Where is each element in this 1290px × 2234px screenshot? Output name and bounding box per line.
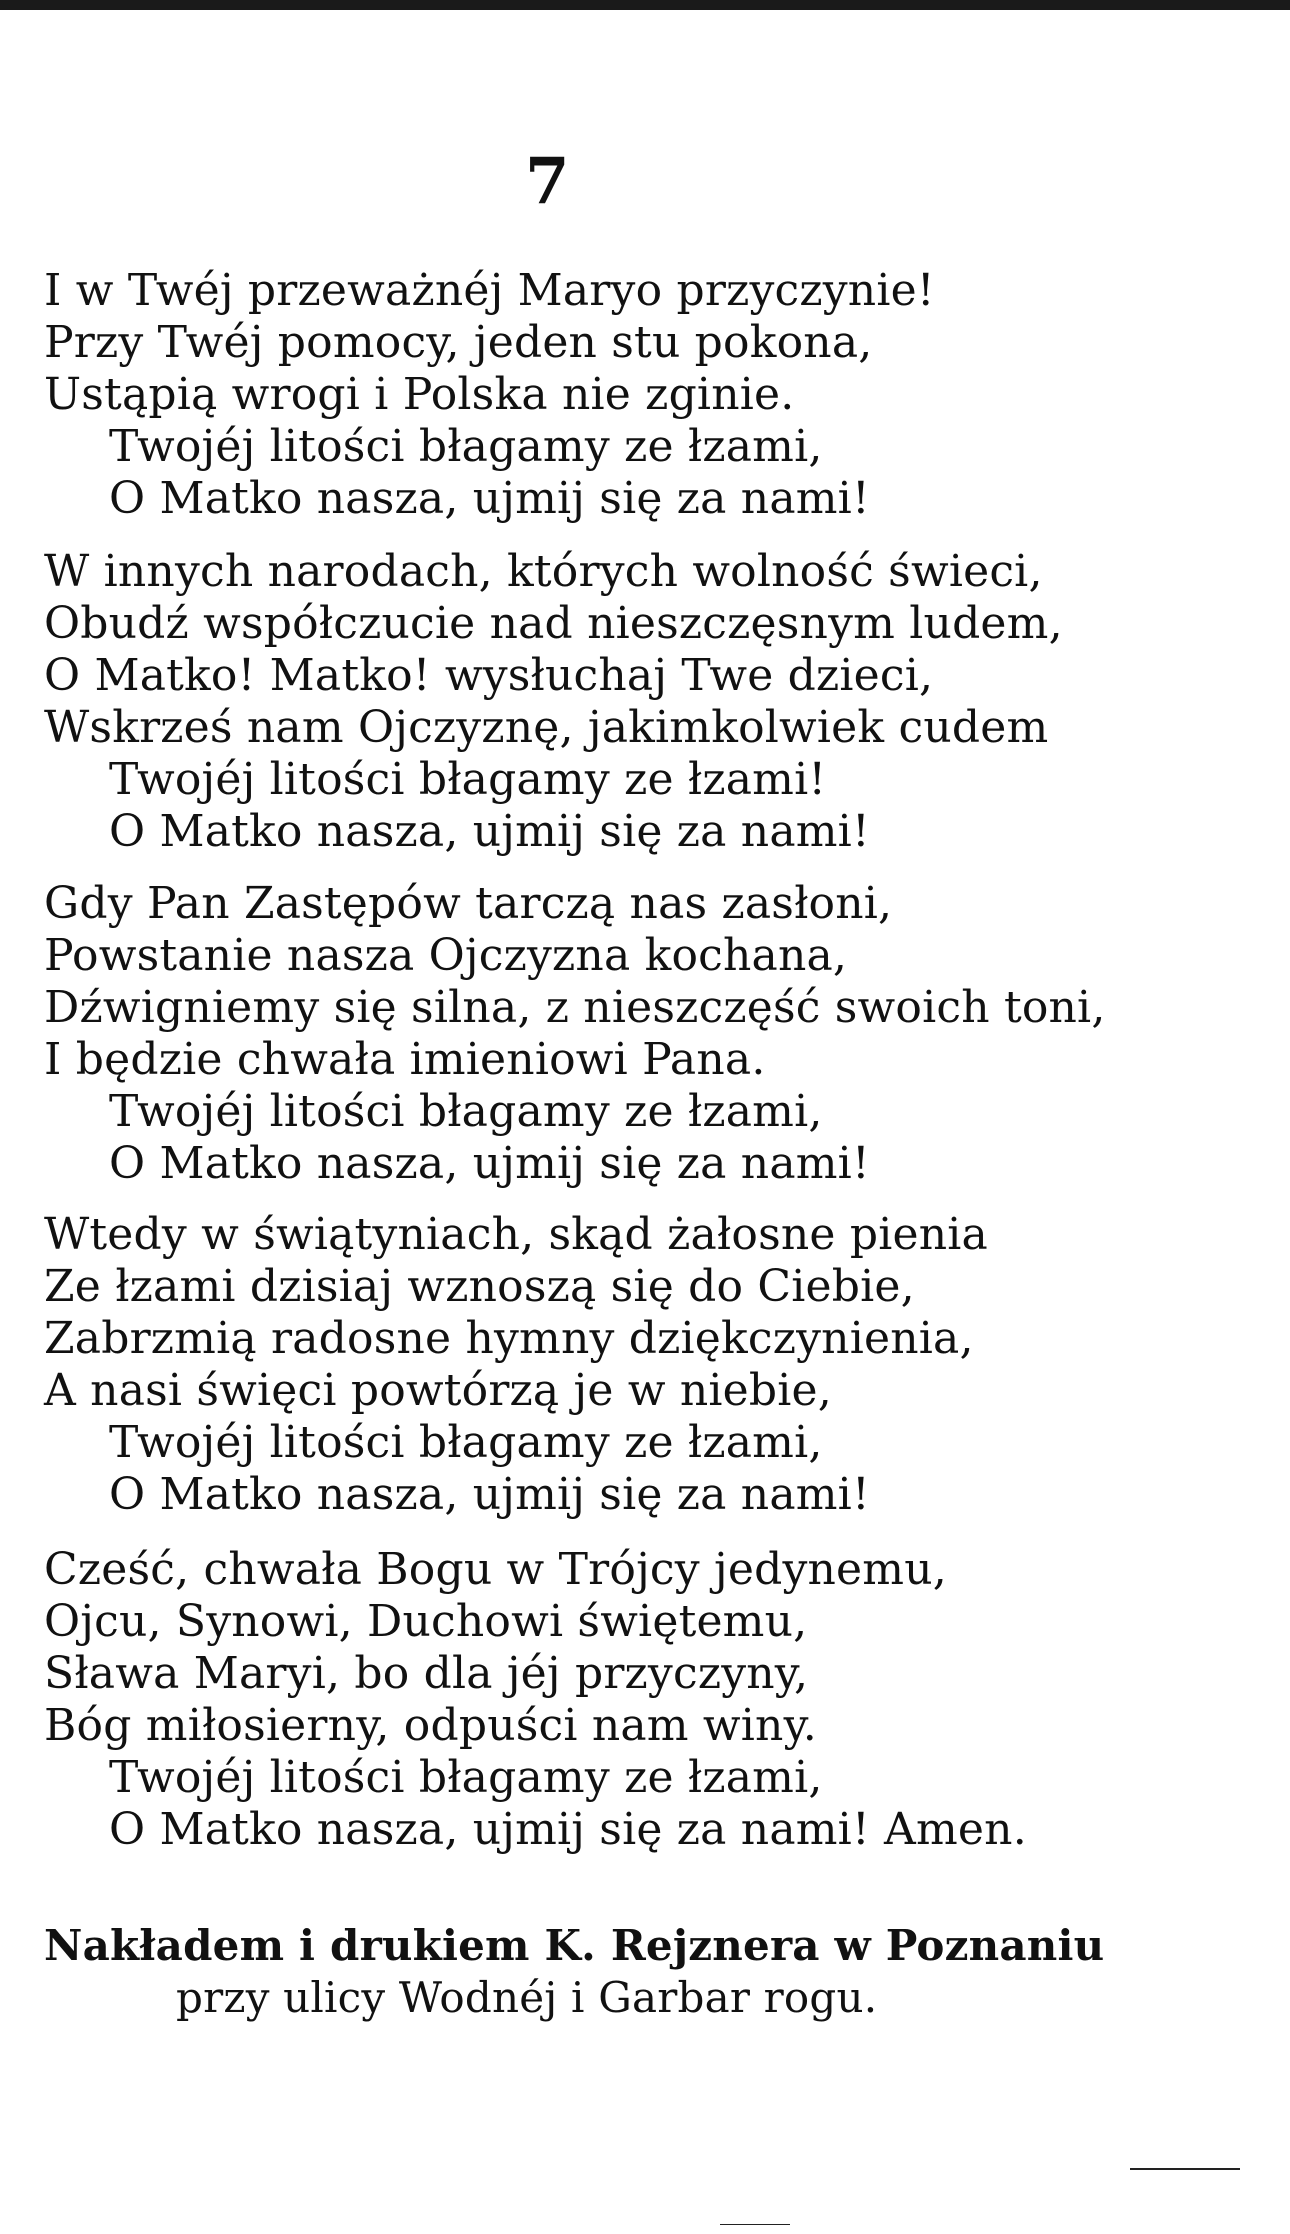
verse-line: W innych narodach, których wolność świeci, xyxy=(44,546,1043,597)
refrain-line: Twojéj litości błagamy ze łzami, xyxy=(109,1752,823,1803)
refrain-line: O Matko nasza, ujmij się za nami! xyxy=(109,806,870,857)
stanza-2 xyxy=(44,546,1063,858)
verse-line: A nasi święci powtórzą je w niebie, xyxy=(44,1365,832,1416)
verse-line: Przy Twéj pomocy, jeden stu pokona, xyxy=(44,317,873,368)
refrain-line: O Matko nasza, ujmij się za nami! Amen. xyxy=(109,1804,1027,1855)
verse-line: Wskrześ nam Ojczyznę, jakimkolwiek cudem xyxy=(44,702,1049,753)
refrain-line: O Matko nasza, ujmij się za nami! xyxy=(109,1469,870,1520)
stanza-1 xyxy=(44,265,935,525)
verse-line: Sława Maryi, bo dla jéj przyczyny, xyxy=(44,1648,809,1699)
verse-line: O Matko! Matko! wysłuchaj Twe dzieci, xyxy=(44,650,934,701)
verse-line: I w Twéj przeważnéj Maryo przyczynie! xyxy=(44,265,935,316)
verse-line: Obudź współczucie nad nieszczęsnym ludem, xyxy=(44,598,1063,649)
verse-line: Ustąpią wrogi i Polska nie zginie. xyxy=(44,369,795,420)
stanza-4 xyxy=(44,1209,988,1521)
refrain-line: O Matko nasza, ujmij się za nami! xyxy=(109,473,870,524)
verse-line: I będzie chwała imieniowi Pana. xyxy=(44,1034,766,1085)
imprint-line-publisher: Nakładem i drukiem K. Rejznera w Poznaniu xyxy=(44,1921,1105,1970)
refrain-line: O Matko nasza, ujmij się za nami! xyxy=(109,1138,870,1189)
verse-line: Dźwigniemy się silna, z nieszczęść swoich toni, xyxy=(44,982,1106,1033)
imprint xyxy=(44,1920,1104,2024)
refrain-line: Twojéj litości błagamy ze łzami, xyxy=(109,421,823,472)
bottom-rule-right xyxy=(1130,2168,1240,2170)
top-rule xyxy=(0,0,1290,10)
verse-line: Powstanie nasza Ojczyzna kochana, xyxy=(44,930,848,981)
verse-line: Gdy Pan Zastępów tarczą nas zasłoni, xyxy=(44,878,893,929)
refrain-line: Twojéj litości błagamy ze łzami! xyxy=(109,754,827,805)
verse-line: Wtedy w świątyniach, skąd żałosne pienia xyxy=(44,1209,988,1260)
bottom-rule-center xyxy=(720,2224,790,2225)
stanza-5 xyxy=(44,1544,1027,1856)
verse-line: Ze łzami dzisiaj wznoszą się do Ciebie, xyxy=(44,1261,915,1312)
refrain-line: Twojéj litości błagamy ze łzami, xyxy=(109,1417,823,1468)
verse-line: Bóg miłosierny, odpuści nam winy. xyxy=(44,1700,817,1751)
stanza-3 xyxy=(44,878,1106,1190)
refrain-line: Twojéj litości błagamy ze łzami, xyxy=(109,1086,823,1137)
verse-line: Ojcu, Synowi, Duchowi świętemu, xyxy=(44,1596,808,1647)
page-number: 7 xyxy=(525,144,570,219)
verse-line: Cześć, chwała Bogu w Trójcy jedynemu, xyxy=(44,1544,947,1595)
verse-line: Zabrzmią radosne hymny dziękczynienia, xyxy=(44,1313,974,1364)
imprint-line-address: przy ulicy Wodnéj i Garbar rogu. xyxy=(176,1973,878,2022)
